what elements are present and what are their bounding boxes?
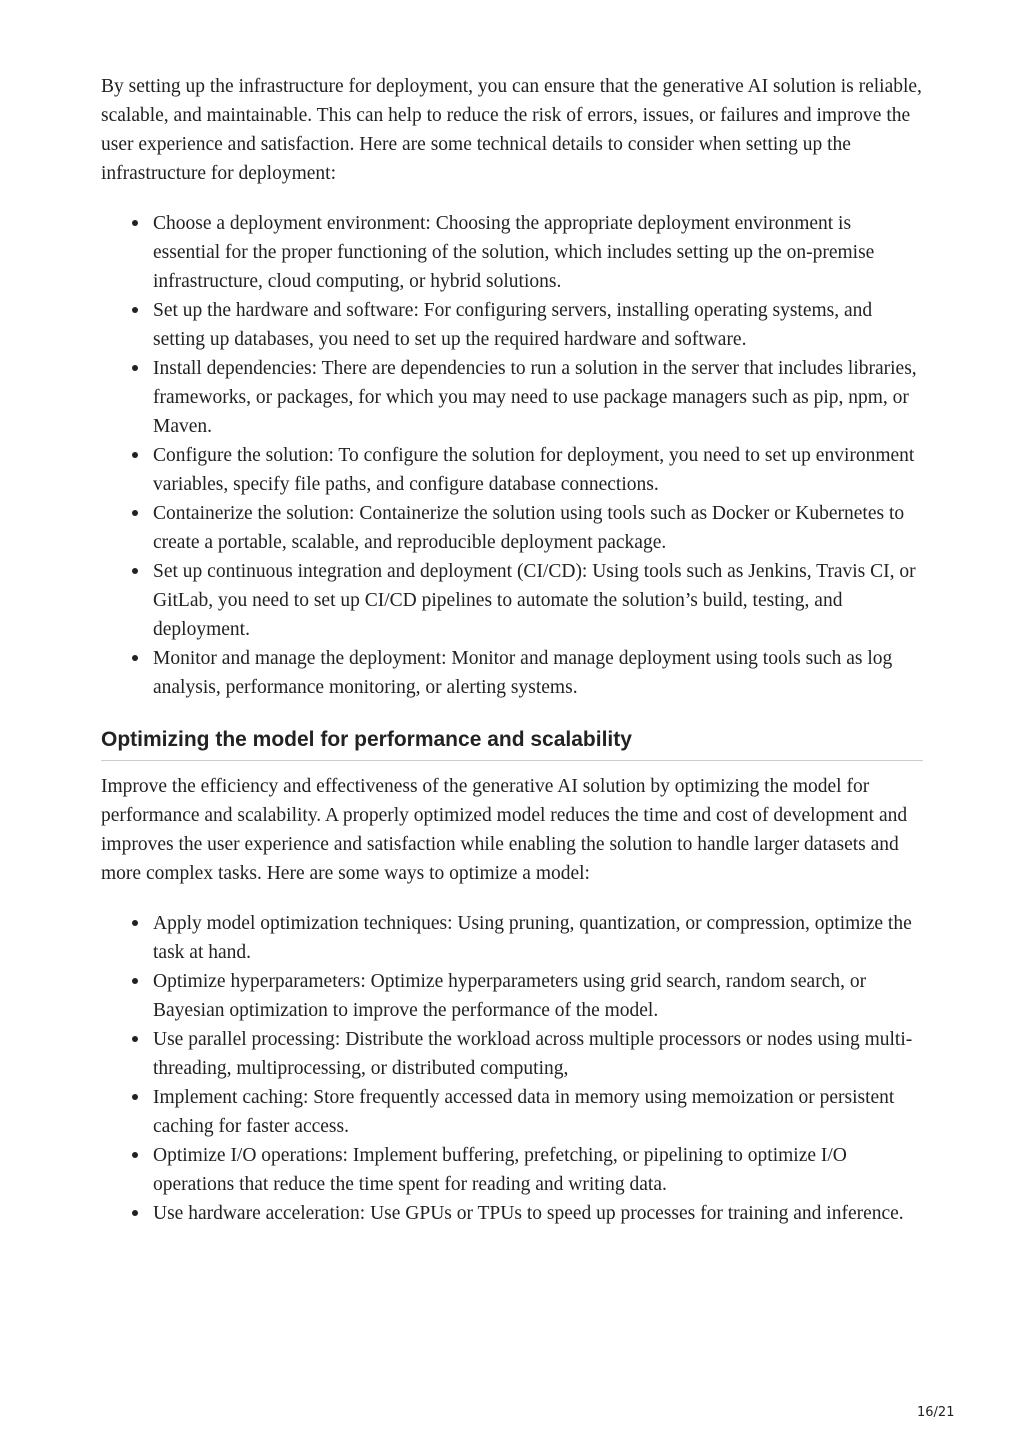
page-number: 16/21 (917, 1405, 955, 1420)
deployment-list (101, 209, 923, 702)
list-item (101, 967, 923, 1025)
optimization-paragraph: Improve the efficiency and effectiveness of the generative AI solution by optimizing the model for performance and scalability. A properly optimized model reduces the time and cost of development and improves the user experience and satisfaction while enabling the solution to handle larger datasets and more complex tasks. Here are some ways to optimize a model: (101, 776, 908, 884)
list-item-text: Set up continuous integration and deployment (CI/CD): Using tools such as Jenkins, Travis CI, or GitLab, you need to set up CI/CD pipelines to automate the solution’s build, testing, and deployment. (153, 561, 916, 640)
bullet-icon (132, 978, 138, 984)
bullet-icon (132, 220, 138, 226)
document-page (101, 72, 923, 1228)
list-item (101, 209, 923, 296)
bullet-icon (132, 452, 138, 458)
list-item (101, 644, 923, 702)
list-item-text: Optimize hyperparameters: Optimize hyperparameters using grid search, random search, or Bayesian optimization to improve the performance of the model. (153, 971, 867, 1021)
bullet-icon (132, 1210, 138, 1216)
list-item-text: Set up the hardware and software: For configuring servers, installing operating systems, and setting up databases, you need to set up the required hardware and software. (153, 300, 873, 350)
list-item (101, 557, 923, 644)
bullet-icon (132, 307, 138, 313)
intro-paragraph: By setting up the infrastructure for deployment, you can ensure that the generative AI solution is reliable, scalable, and maintainable. This can help to reduce the risk of errors, issues, or failures and improve the user experience and satisfaction. Here are some technical details to consider when setting up the infrastructure for deployment: (101, 76, 922, 184)
list-item-text: Apply model optimization techniques: Using pruning, quantization, or compression, optimize the task at hand. (153, 913, 912, 963)
list-item-text: Use hardware acceleration: Use GPUs or TPUs to speed up processes for training and inference. (153, 1203, 904, 1224)
list-item (101, 1199, 923, 1228)
list-item-text: Install dependencies: There are dependencies to run a solution in the server that includes libraries, frameworks, or packages, for which you may need to use package managers such as pip, npm, or Maven. (153, 358, 917, 437)
list-item (101, 909, 923, 967)
bullet-icon (132, 510, 138, 516)
list-item (101, 499, 923, 557)
list-item (101, 1025, 923, 1083)
list-item (101, 1083, 923, 1141)
list-item-text: Containerize the solution: Containerize the solution using tools such as Docker or Kubernetes to create a portable, scalable, and reproducible deployment package. (153, 503, 905, 553)
list-item (101, 1141, 923, 1199)
bullet-icon (132, 655, 138, 661)
bullet-icon (132, 920, 138, 926)
list-item (101, 441, 923, 499)
list-item-text: Optimize I/O operations: Implement buffering, prefetching, or pipelining to optimize I/O operations that reduce the time spent for reading and writing data. (153, 1145, 847, 1195)
bullet-icon (132, 1094, 138, 1100)
list-item-text: Configure the solution: To configure the solution for deployment, you need to set up environment variables, specify file paths, and configure database connections. (153, 445, 915, 495)
list-item (101, 354, 923, 441)
bullet-icon (132, 568, 138, 574)
bullet-icon (132, 365, 138, 371)
list-item-text: Implement caching: Store frequently accessed data in memory using memoization or persistent caching for faster access. (153, 1087, 895, 1137)
section-heading: Optimizing the model for performance and scalability (101, 726, 923, 761)
bullet-icon (132, 1152, 138, 1158)
list-item-text: Choose a deployment environment: Choosing the appropriate deployment environment is essential for the proper functioning of the solution, which includes setting up the on-premise infrastructure, cloud computing, or hybrid solutions. (153, 213, 875, 292)
bullet-icon (132, 1036, 138, 1042)
list-item-text: Use parallel processing: Distribute the workload across multiple processors or nodes using multi-threading, multiprocessing, or distributed computing, (153, 1029, 913, 1079)
optimization-list (101, 909, 923, 1228)
list-item (101, 296, 923, 354)
list-item-text: Monitor and manage the deployment: Monitor and manage deployment using tools such as log analysis, performance monitoring, or alerting systems. (153, 648, 893, 698)
